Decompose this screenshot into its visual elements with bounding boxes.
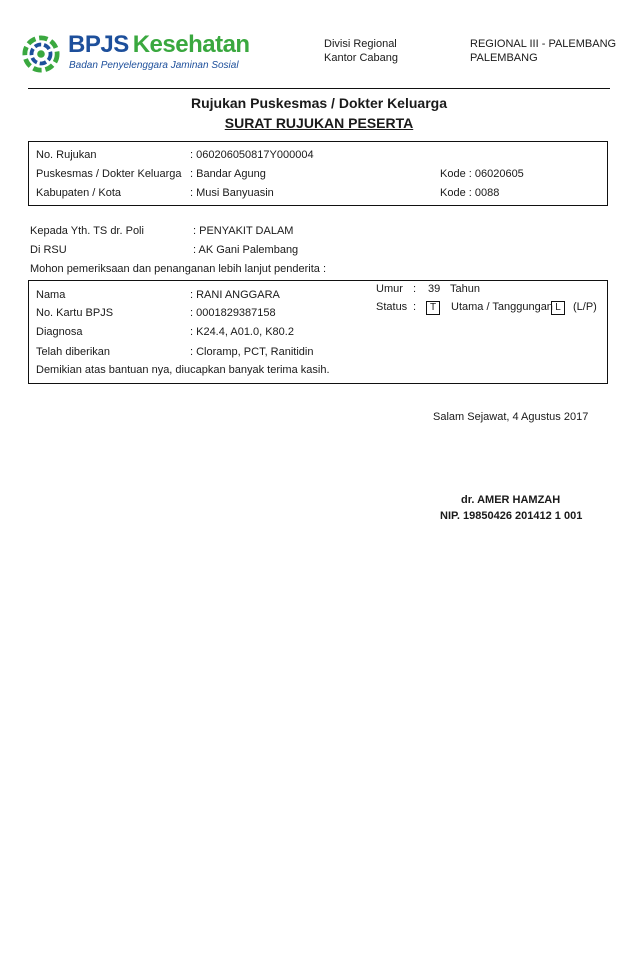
closing-text: Demikian atas bantuan nya, diucapkan banyak terima kasih. [36, 364, 330, 376]
puskesmas-value: : Bandar Agung [190, 168, 266, 180]
gender-text: (L/P) [573, 301, 597, 313]
rsu-label: Di RSU [30, 244, 67, 256]
diagnosis-label: Diagnosa [36, 326, 83, 338]
status-code-box: T [426, 301, 440, 315]
status-text: Utama / Tanggungan [451, 301, 553, 313]
office-line1-label: Divisi Regional [324, 38, 397, 50]
referral-no-label: No. Rujukan [36, 149, 97, 161]
brand-name [68, 31, 250, 59]
document-subtitle: SURAT RUJUKAN PESERTA [224, 115, 414, 131]
puskesmas-kode: Kode : 06020605 [440, 168, 524, 180]
patient-name-value: : RANI ANGGARA [190, 289, 280, 301]
bpjs-logo-icon [22, 35, 60, 73]
document-title: Rujukan Puskesmas / Dokter Keluarga [191, 95, 447, 111]
gender-code-box: L [551, 301, 565, 315]
age-unit: Tahun [450, 283, 480, 295]
header-divider [28, 88, 610, 89]
treatment-value: : Cloramp, PCT, Ranitidin [190, 346, 314, 358]
puskesmas-label: Puskesmas / Dokter Keluarga [36, 168, 182, 180]
poli-value: : PENYAKIT DALAM [193, 225, 294, 237]
bpjs-card-label: No. Kartu BPJS [36, 307, 114, 319]
doctor-nip: NIP. 19850426 201412 1 001 [440, 510, 583, 522]
diagnosis-value: : K24.4, A01.0, K80.2 [190, 326, 294, 338]
kabupaten-label: Kabupaten / Kota [36, 187, 122, 199]
referral-no-value: : 060206050817Y000004 [190, 149, 314, 161]
office-line1-value: REGIONAL III - PALEMBANG [470, 38, 617, 50]
doctor-name: dr. AMER HAMZAH [461, 494, 561, 506]
treatment-label: Telah diberikan [36, 346, 110, 358]
office-line2-value: PALEMBANG [470, 52, 538, 64]
brand-part1: BPJS [68, 31, 129, 58]
status-label: Status [376, 301, 408, 313]
patient-name-label: Nama [36, 289, 66, 301]
office-line2-label: Kantor Cabang [324, 52, 398, 64]
bpjs-card-value: : 0001829387158 [190, 307, 276, 319]
age-label: Umur [376, 283, 403, 295]
greeting-date: Salam Sejawat, 4 Agustus 2017 [433, 411, 589, 423]
kabupaten-kode: Kode : 0088 [440, 187, 500, 199]
rsu-value: : AK Gani Palembang [193, 244, 299, 256]
brand-tagline: Badan Penyelenggara Jaminan Sosial [69, 60, 239, 71]
age-colon: : [413, 283, 417, 295]
brand-part2: Kesehatan [132, 31, 250, 58]
status-colon: : [413, 301, 417, 313]
request-text: Mohon pemeriksaan dan penanganan lebih lanjut penderita : [30, 263, 326, 275]
kabupaten-value: : Musi Banyuasin [190, 187, 274, 199]
age-value: 39 [428, 283, 441, 295]
poli-label: Kepada Yth. TS dr. Poli [30, 225, 144, 237]
